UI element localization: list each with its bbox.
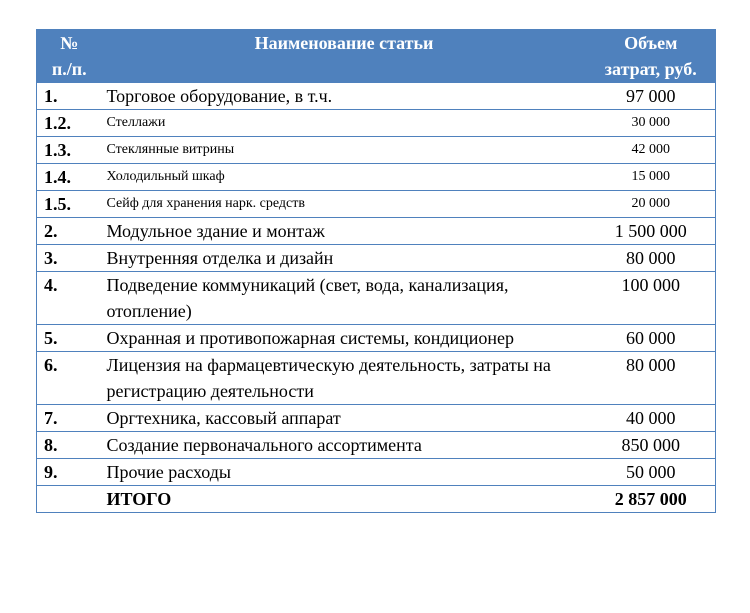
row-item-name: Холодильный шкаф [102,164,587,191]
table-header [37,30,716,83]
row-amount: 15 000 [587,164,716,191]
row-number: 9. [37,459,102,486]
total-amount: 2 857 000 [587,486,716,513]
row-amount: 30 000 [587,110,716,137]
row-amount: 80 000 [587,352,716,405]
row-item-name: Сейф для хранения нарк. средств [102,191,587,218]
row-amount: 50 000 [587,459,716,486]
total-row [37,486,716,513]
header-amount-line2: затрат, руб. [604,59,697,79]
row-amount: 97 000 [587,83,716,110]
table-row [37,325,716,352]
header-number-line2: п./п. [51,59,87,79]
row-amount: 1 500 000 [587,218,716,245]
row-item-name: Модульное здание и монтаж [102,218,587,245]
row-item-name: Стеллажи [102,110,587,137]
table-row [37,137,716,164]
row-number: 5. [37,325,102,352]
row-number: 3. [37,245,102,272]
row-number: 8. [37,432,102,459]
row-amount: 20 000 [587,191,716,218]
table-row [37,218,716,245]
row-item-name: Создание первоначального ассортимента [102,432,587,459]
total-number [37,486,102,513]
header-amount [587,30,716,83]
table-body [37,83,716,486]
table-row [37,191,716,218]
table-row [37,352,716,405]
row-item-name: Стеклянные витрины [102,137,587,164]
row-number: 1.4. [37,164,102,191]
table-row [37,459,716,486]
table-row [37,405,716,432]
total-label: ИТОГО [102,486,587,513]
table-row [37,272,716,325]
table-footer [37,486,716,513]
expense-table [36,29,716,513]
row-number: 1. [37,83,102,110]
row-number: 1.5. [37,191,102,218]
row-amount: 80 000 [587,245,716,272]
row-item-name: Охранная и противопожарная системы, кондиционер [102,325,587,352]
table-row [37,110,716,137]
row-amount: 40 000 [587,405,716,432]
row-item-name: Прочие расходы [102,459,587,486]
header-number-line1: № [60,33,79,53]
row-item-name: Внутренняя отделка и дизайн [102,245,587,272]
header-amount-line1: Объем [624,33,678,53]
table-row [37,83,716,110]
row-amount: 60 000 [587,325,716,352]
row-item-name: Торговое оборудование, в т.ч. [102,83,587,110]
row-number: 7. [37,405,102,432]
row-item-name: Лицензия на фармацевтическую деятельность, затраты на регистрацию деятельности [102,352,587,405]
row-number: 1.2. [37,110,102,137]
row-item-name: Оргтехника, кассовый аппарат [102,405,587,432]
row-number: 1.3. [37,137,102,164]
row-item-name: Подведение коммуникаций (свет, вода, канализация, отопление) [102,272,587,325]
row-number: 2. [37,218,102,245]
header-number [37,30,102,83]
header-item-name: Наименование статьи [102,30,587,83]
table-row [37,432,716,459]
table-row [37,164,716,191]
row-amount: 850 000 [587,432,716,459]
row-number: 6. [37,352,102,405]
row-amount: 100 000 [587,272,716,325]
row-amount: 42 000 [587,137,716,164]
table-row [37,245,716,272]
row-number: 4. [37,272,102,325]
